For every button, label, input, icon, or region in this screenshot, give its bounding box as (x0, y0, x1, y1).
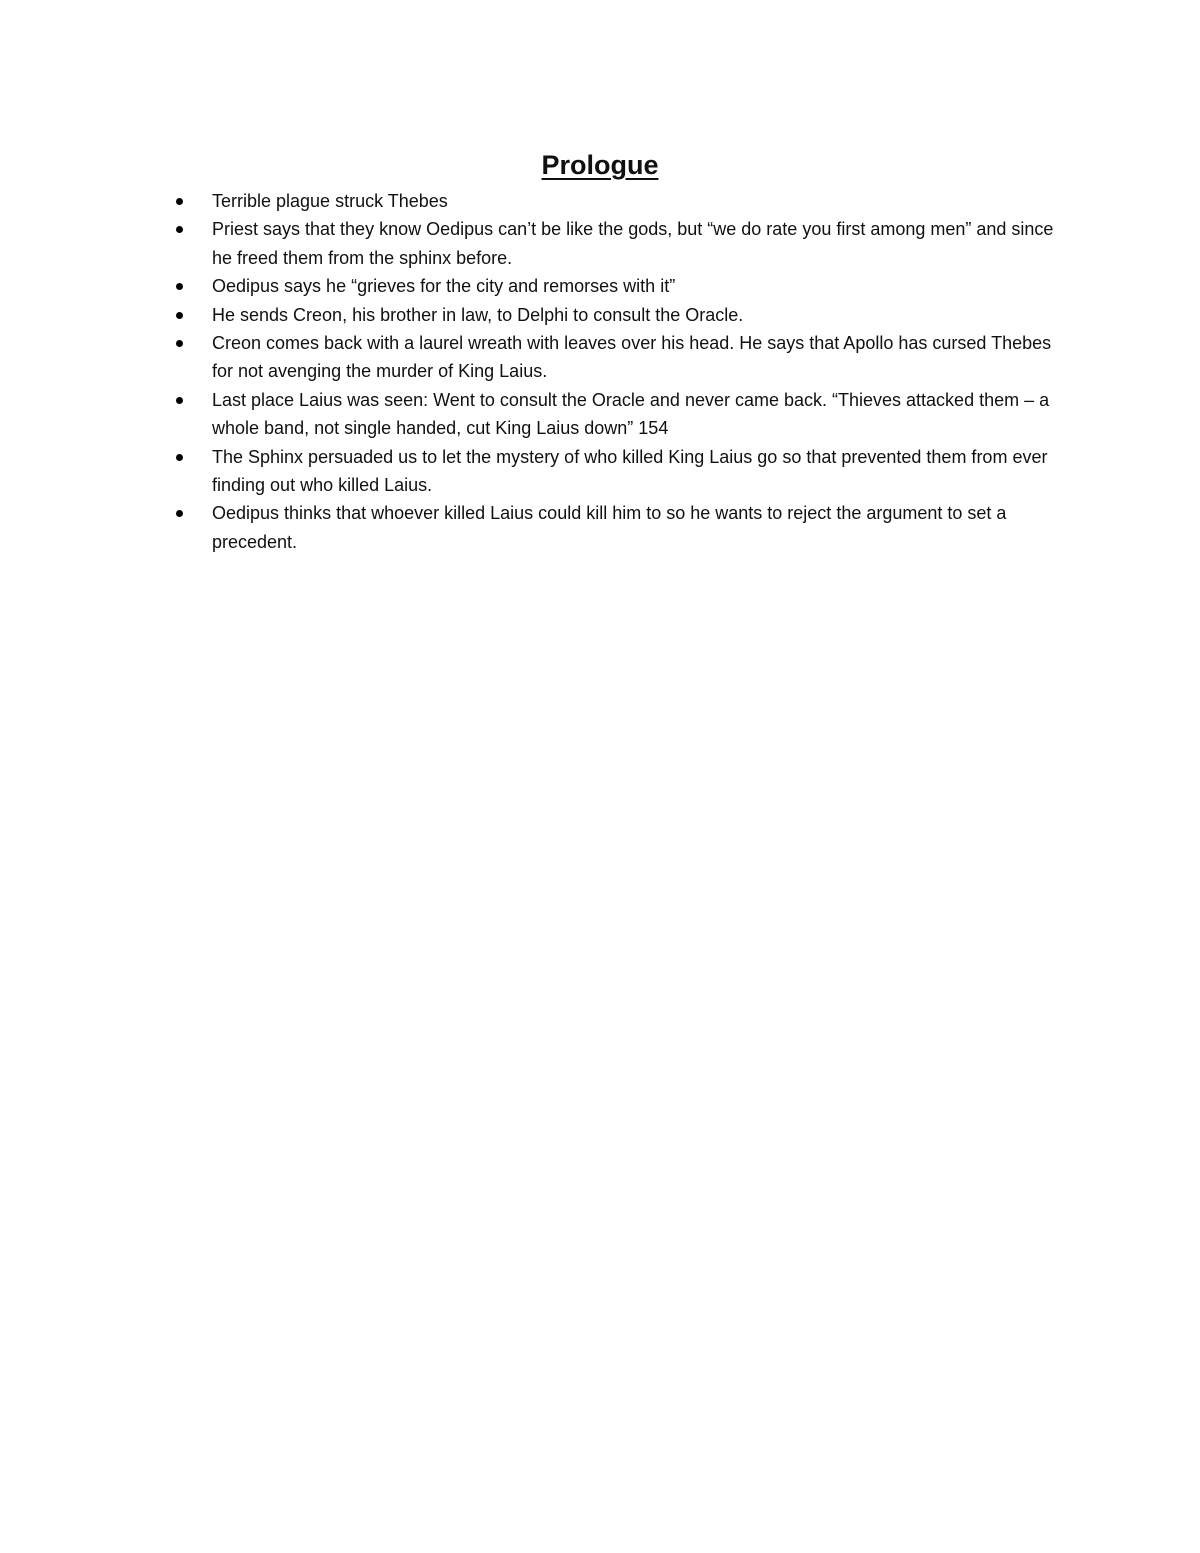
list-item (170, 272, 1070, 300)
bullet-icon (176, 312, 183, 319)
list-item (170, 386, 1070, 443)
list-item-text: Priest says that they know Oedipus can’t be like the gods, but “we do rate you first among men” and since he freed them from the sphinx before. (212, 219, 1054, 268)
bullet-icon (176, 340, 183, 347)
bullet-icon (176, 198, 183, 205)
list-item-text: Oedipus thinks that whoever killed Laius could kill him to so he wants to reject the argument to set a precedent. (212, 503, 1007, 552)
bullet-icon (176, 283, 183, 290)
list-item-text: Oedipus says he “grieves for the city and remorses with it” (212, 276, 676, 297)
list-item-text: Creon comes back with a laurel wreath with leaves over his head. He says that Apollo has cursed Thebes for not avenging the murder of King Laius. (212, 333, 1052, 382)
bullet-list (170, 187, 1070, 556)
list-item-text: Terrible plague struck Thebes (212, 191, 448, 211)
bullet-icon (176, 510, 183, 517)
list-item (170, 499, 1070, 556)
list-item-text: The Sphinx persuaded us to let the mystery of who killed King Laius go so that prevented them from ever finding out who killed Laius. (212, 446, 1048, 496)
list-item (170, 215, 1070, 272)
bullet-icon (176, 226, 183, 233)
list-item (170, 187, 1070, 215)
bullet-icon (176, 454, 183, 461)
page-title: Prologue (541, 150, 659, 180)
list-item-text: He sends Creon, his brother in law, to Delphi to consult the Oracle. (212, 304, 744, 325)
list-item (170, 329, 1070, 386)
list-item-text: Last place Laius was seen: Went to consult the Oracle and never came back. “Thieves attacked them – a whole band, not single handed, cut King Laius down” 154 (212, 389, 1050, 439)
list-item (170, 301, 1070, 329)
bullet-icon (176, 397, 183, 404)
list-item (170, 443, 1070, 500)
